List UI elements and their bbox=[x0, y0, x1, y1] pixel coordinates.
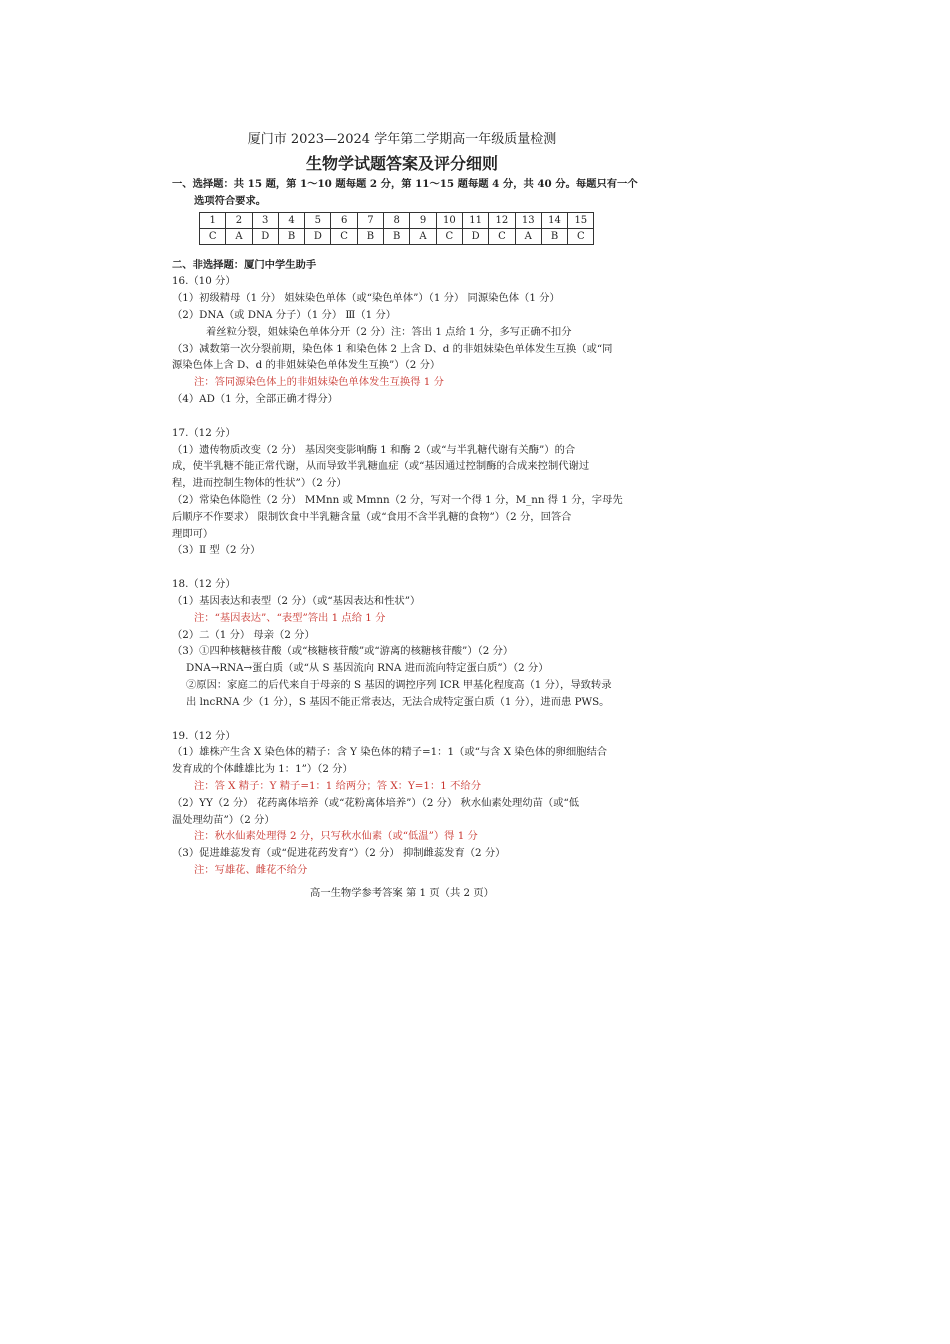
answer-cell: C bbox=[200, 228, 226, 244]
question-number-cell: 15 bbox=[568, 212, 594, 228]
spacer bbox=[172, 249, 632, 257]
answer-line: 着丝粒分裂，姐妹染色单体分开（2 分）注：答出 1 点给 1 分，多写正确不扣分 bbox=[206, 325, 572, 338]
answer-cell: A bbox=[515, 228, 541, 244]
question-17 bbox=[172, 425, 632, 559]
question-number-cell: 14 bbox=[541, 212, 567, 228]
answer-line: 温处理幼苗”）（2 分） bbox=[172, 813, 275, 826]
grading-note: 注：写雄花、雌花不给分 bbox=[194, 863, 308, 876]
question-number-cell: 12 bbox=[489, 212, 515, 228]
answer-line: 程，进而控制生物体的性状”）（2 分） bbox=[172, 477, 347, 490]
document-body bbox=[172, 128, 638, 879]
question-number-cell: 11 bbox=[462, 212, 488, 228]
section1-heading: 一、选择题：共 15 题，第 1～10 题每题 2 分，第 11～15 题每题 4 分，共 40 分。每题只有一个 bbox=[172, 178, 638, 190]
answer-line: （3）①四种核糖核苷酸（或“核糖核苷酸”或“游离的核糖核苷酸”）（2 分） bbox=[172, 645, 514, 658]
spacer bbox=[172, 711, 632, 728]
answer-line: （1）基因表达和表型（2 分）（或“基因表达和性状”） bbox=[172, 594, 421, 607]
answer-cell: C bbox=[436, 228, 462, 244]
answer-line: （2）二（1 分） 母亲（2 分） bbox=[172, 628, 315, 641]
question-19 bbox=[172, 728, 632, 879]
question-number-cell: 7 bbox=[357, 212, 383, 228]
question-number-cell: 1 bbox=[200, 212, 226, 228]
answer-cell: C bbox=[489, 228, 515, 244]
grading-note: 注：秋水仙素处理得 2 分，只写秋水仙素（或“低温”）得 1 分 bbox=[194, 830, 478, 843]
answer-line: 出 lncRNA 少（1 分），S 基因不能正常表达，无法合成特定蛋白质（1 分），进而患 PWS。 bbox=[186, 695, 610, 708]
question-number-cell: 5 bbox=[305, 212, 331, 228]
question-18-title: 18.（12 分） bbox=[172, 578, 236, 591]
grading-note: 注：“基因表达”、“表型”答出 1 点给 1 分 bbox=[194, 611, 386, 624]
answer-cell: A bbox=[226, 228, 252, 244]
answer-cell: A bbox=[410, 228, 436, 244]
answer-cell: D bbox=[305, 228, 331, 244]
page-footer: 高一生物学参考答案 第 1 页（共 2 页） bbox=[310, 887, 494, 899]
answer-table bbox=[199, 212, 594, 245]
answer-table-numbers-row bbox=[200, 212, 594, 228]
spacer bbox=[172, 408, 632, 425]
question-number-cell: 6 bbox=[331, 212, 357, 228]
question-16 bbox=[172, 273, 632, 407]
question-number-cell: 2 bbox=[226, 212, 252, 228]
answer-line: （1）雄株产生含 X 染色体的精子：含 Y 染色体的精子=1：1（或“与含 X 染色体的卵细胞结合 bbox=[172, 746, 608, 759]
answer-cell: D bbox=[462, 228, 488, 244]
answer-line: 源染色体上含 D、d 的非姐妹染色单体发生互换”）（2 分） bbox=[172, 359, 441, 372]
question-18 bbox=[172, 576, 632, 710]
answer-line: 理即可） bbox=[172, 527, 214, 540]
document-subtitle: 生物学试题答案及评分细则 bbox=[305, 154, 498, 173]
answer-line: （2）YY（2 分） 花药离体培养（或“花粉离体培养”）（2 分） 秋水仙素处理幼苗（或“低 bbox=[172, 796, 580, 809]
question-number-cell: 4 bbox=[278, 212, 304, 228]
answer-line: （4）AD（1 分，全部正确才得分） bbox=[172, 392, 338, 405]
grading-note: 注：答同源染色体上的非姐妹染色单体发生互换得 1 分 bbox=[194, 376, 444, 389]
question-16-title: 16.（10 分） bbox=[172, 275, 236, 288]
answer-cell: B bbox=[384, 228, 410, 244]
answer-line: （3）减数第一次分裂前期，染色体 1 和染色体 2 上含 D、d 的非姐妹染色单体发生互换（或“同 bbox=[172, 342, 613, 355]
answer-line: （1）初级精母（1 分） 姐妹染色单体（或“染色单体”）（1 分） 同源染色体（1 分） bbox=[172, 292, 560, 305]
document-title: 厦门市 2023—2024 学年第二学期高一年级质量检测 bbox=[247, 132, 557, 147]
answer-cell: B bbox=[541, 228, 567, 244]
section2-heading: 二、非选择题：厦门中学生助手 bbox=[172, 258, 317, 271]
spacer bbox=[172, 559, 632, 576]
answer-line: 成，使半乳糖不能正常代谢，从而导致半乳糖血症（或“基因通过控制酶的合成来控制代谢过 bbox=[172, 460, 590, 473]
answer-line: （3）Ⅱ 型（2 分） bbox=[172, 544, 261, 557]
answer-line: ②原因：家庭二的后代来自于母亲的 S 基因的调控序列 ICR 甲基化程度高（1 分），导致转录 bbox=[186, 678, 612, 691]
answer-cell: C bbox=[568, 228, 594, 244]
answer-line: 发育成的个体雌雄比为 1：1”）（2 分） bbox=[172, 763, 353, 776]
answer-line: 后顺序不作要求） 限制饮食中半乳糖含量（或“食用不含半乳糖的食物”）（2 分，回答合 bbox=[172, 510, 572, 523]
answer-table-answers-row bbox=[200, 228, 594, 244]
question-19-title: 19.（12 分） bbox=[172, 729, 236, 742]
answer-cell: B bbox=[357, 228, 383, 244]
answer-cell: B bbox=[278, 228, 304, 244]
question-number-cell: 10 bbox=[436, 212, 462, 228]
answer-line: （2）常染色体隐性（2 分） MMnn 或 Mmnn（2 分，写对一个得 1 分，M_nn 得 1 分，字母先 bbox=[172, 493, 623, 506]
section1-heading-cont: 选项符合要求。 bbox=[194, 194, 267, 207]
answer-cell: D bbox=[252, 228, 278, 244]
question-number-cell: 13 bbox=[515, 212, 541, 228]
answer-cell: C bbox=[331, 228, 357, 244]
question-17-title: 17.（12 分） bbox=[172, 426, 236, 439]
answer-line: （1）遗传物质改变（2 分） 基因突变影响酶 1 和酶 2（或“与半乳糖代谢有关酶”）的合 bbox=[172, 443, 576, 456]
answer-line: （2）DNA（或 DNA 分子）（1 分） Ⅲ（1 分） bbox=[172, 308, 397, 321]
answer-line: （3）促进雄蕊发育（或“促进花药发育”）（2 分） 抑制雌蕊发育（2 分） bbox=[172, 847, 506, 860]
question-number-cell: 9 bbox=[410, 212, 436, 228]
question-number-cell: 3 bbox=[252, 212, 278, 228]
question-number-cell: 8 bbox=[384, 212, 410, 228]
grading-note: 注：答 X 精子：Y 精子=1：1 给两分；答 X：Y=1：1 不给分 bbox=[194, 779, 481, 792]
answer-line: DNA→RNA→蛋白质（或“从 S 基因流向 RNA 进而流向特定蛋白质”）（2 分） bbox=[186, 662, 549, 675]
